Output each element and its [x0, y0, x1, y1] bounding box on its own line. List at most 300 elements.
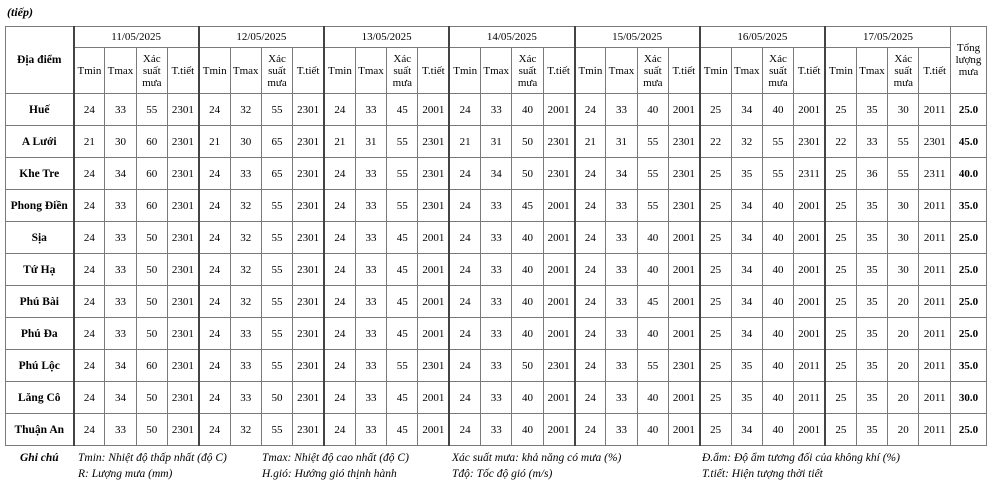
tmax-cell: 33: [355, 350, 386, 382]
tmin-cell: 25: [700, 190, 731, 222]
weather-code-cell: 2301: [418, 350, 449, 382]
weather-code-cell: 2301: [293, 286, 324, 318]
weather-code-cell: 2001: [668, 414, 699, 446]
total-rain-cell: 25.0: [951, 254, 987, 286]
weather-code-cell: 2301: [293, 126, 324, 158]
rain-probability-cell: 45: [387, 222, 418, 254]
weather-code-cell: 2011: [919, 350, 951, 382]
weather-code-cell: 2001: [418, 318, 449, 350]
tmin-header: Tmin: [700, 48, 731, 94]
weather-code-header: T.tiết: [543, 48, 574, 94]
weather-code-cell: 2001: [543, 382, 574, 414]
note-tmin: Tmin: Nhiệt độ thấp nhất (độ C): [78, 452, 227, 464]
rain-probability-cell: 40: [762, 254, 793, 286]
tmax-cell: 33: [481, 414, 512, 446]
rain-probability-cell: 40: [512, 94, 543, 126]
table-row: [6, 318, 987, 350]
weather-code-header: T.tiết: [919, 48, 951, 94]
rain-probability-cell: 55: [261, 254, 292, 286]
weather-code-cell: 2001: [794, 414, 825, 446]
rain-probability-cell: 40: [512, 286, 543, 318]
tmin-cell: 24: [74, 414, 105, 446]
rain-probability-cell: 40: [512, 254, 543, 286]
table-row: [6, 94, 987, 126]
total-rain-cell: 25.0: [951, 414, 987, 446]
date-header: 16/05/2025: [700, 27, 825, 48]
total-rain-cell: 40.0: [951, 158, 987, 190]
rain-probability-cell: 50: [512, 126, 543, 158]
weather-code-cell: 2001: [668, 286, 699, 318]
rain-probability-cell: 65: [261, 126, 292, 158]
tmax-cell: 33: [481, 286, 512, 318]
rain-probability-cell: 20: [888, 414, 919, 446]
tmax-header: Tmax: [230, 48, 261, 94]
tmin-cell: 25: [825, 254, 856, 286]
weather-code-cell: 2301: [794, 126, 825, 158]
table-row: [6, 190, 987, 222]
rain-probability-cell: 55: [261, 318, 292, 350]
table-row: [6, 286, 987, 318]
table-row: [6, 382, 987, 414]
tmax-cell: 35: [731, 350, 762, 382]
tmax-cell: 33: [481, 190, 512, 222]
rain-probability-cell: 55: [762, 158, 793, 190]
total-rain-cell: 25.0: [951, 286, 987, 318]
rain-probability-cell: 40: [637, 94, 668, 126]
rain-probability-cell: 55: [637, 158, 668, 190]
rain-probability-cell: 50: [136, 254, 167, 286]
rain-probability-cell: 60: [136, 126, 167, 158]
tmin-cell: 24: [324, 254, 355, 286]
rain-probability-cell: 60: [136, 158, 167, 190]
weather-code-cell: 2301: [543, 350, 574, 382]
rain-probability-cell: 20: [888, 286, 919, 318]
tmax-cell: 32: [230, 94, 261, 126]
tmin-cell: 24: [74, 318, 105, 350]
rain-probability-cell: 50: [512, 350, 543, 382]
tmax-header: Tmax: [731, 48, 762, 94]
tmax-cell: 34: [731, 254, 762, 286]
tmax-cell: 34: [731, 414, 762, 446]
weather-code-cell: 2001: [668, 254, 699, 286]
tmax-cell: 33: [606, 350, 637, 382]
weather-code-cell: 2301: [543, 126, 574, 158]
tmin-cell: 24: [74, 158, 105, 190]
weather-code-cell: 2001: [543, 318, 574, 350]
tmin-cell: 21: [575, 126, 606, 158]
tmax-cell: 33: [481, 382, 512, 414]
tmax-cell: 35: [856, 382, 887, 414]
tmin-cell: 24: [199, 382, 230, 414]
note-wind-direction: H.gió: Hướng gió thịnh hành: [262, 468, 397, 480]
tmax-cell: 35: [856, 286, 887, 318]
weather-code-cell: 2301: [293, 382, 324, 414]
table-row: [6, 126, 987, 158]
tmin-cell: 24: [449, 382, 480, 414]
tmin-cell: 25: [825, 190, 856, 222]
tmin-cell: 25: [700, 222, 731, 254]
weather-code-cell: 2301: [167, 190, 198, 222]
total-rain-cell: 35.0: [951, 190, 987, 222]
weather-code-cell: 2301: [418, 190, 449, 222]
weather-code-cell: 2301: [293, 318, 324, 350]
total-rain-cell: 25.0: [951, 94, 987, 126]
tmax-cell: 31: [606, 126, 637, 158]
rain-probability-cell: 30: [888, 190, 919, 222]
tmax-cell: 32: [230, 286, 261, 318]
rain-probability-cell: 20: [888, 350, 919, 382]
tmin-cell: 25: [700, 158, 731, 190]
total-rain-header: Tổng lượng mưa: [951, 27, 987, 94]
rain-probability-header: Xác suất mưa: [512, 48, 543, 94]
tmax-cell: 33: [355, 222, 386, 254]
weather-code-cell: 2001: [418, 94, 449, 126]
tmin-cell: 24: [324, 158, 355, 190]
tmin-cell: 24: [199, 414, 230, 446]
rain-probability-cell: 55: [637, 350, 668, 382]
weather-code-cell: 2011: [919, 382, 951, 414]
weather-code-cell: 2011: [919, 286, 951, 318]
tmax-cell: 33: [355, 318, 386, 350]
tmax-cell: 33: [481, 94, 512, 126]
tmax-cell: 33: [355, 190, 386, 222]
weather-code-cell: 2001: [794, 286, 825, 318]
weather-code-cell: 2001: [794, 222, 825, 254]
tmax-cell: 35: [731, 382, 762, 414]
tmax-cell: 33: [481, 222, 512, 254]
tmax-cell: 34: [606, 158, 637, 190]
weather-code-cell: 2001: [418, 414, 449, 446]
tmax-cell: 33: [606, 318, 637, 350]
tmax-cell: 33: [606, 382, 637, 414]
header-date-row: [6, 27, 987, 48]
tmax-cell: 35: [856, 94, 887, 126]
note-tmax: Tmax: Nhiệt độ cao nhất (độ C): [262, 452, 409, 464]
rain-probability-header: Xác suất mưa: [387, 48, 418, 94]
weather-code-cell: 2301: [543, 158, 574, 190]
rain-probability-cell: 45: [387, 94, 418, 126]
rain-probability-cell: 45: [512, 190, 543, 222]
rain-probability-cell: 40: [762, 190, 793, 222]
tmax-cell: 34: [731, 222, 762, 254]
weather-forecast-table: [5, 26, 987, 446]
weather-code-header: T.tiết: [418, 48, 449, 94]
tmin-cell: 24: [199, 318, 230, 350]
tmin-cell: 24: [74, 222, 105, 254]
tmax-cell: 33: [355, 286, 386, 318]
weather-code-cell: 2011: [919, 190, 951, 222]
weather-code-cell: 2011: [794, 350, 825, 382]
tmin-cell: 24: [449, 222, 480, 254]
tmax-cell: 30: [230, 126, 261, 158]
weather-code-cell: 2301: [293, 158, 324, 190]
header-sub-row: [6, 48, 987, 94]
tmin-cell: 24: [199, 190, 230, 222]
tmin-cell: 24: [575, 254, 606, 286]
rain-probability-cell: 40: [762, 94, 793, 126]
tmax-cell: 33: [481, 318, 512, 350]
table-row: [6, 350, 987, 382]
tmax-cell: 30: [105, 126, 136, 158]
tmax-cell: 32: [230, 414, 261, 446]
tmin-cell: 24: [199, 158, 230, 190]
tmin-cell: 24: [199, 94, 230, 126]
date-header: 12/05/2025: [199, 27, 324, 48]
tmax-cell: 31: [355, 126, 386, 158]
weather-code-cell: 2301: [668, 350, 699, 382]
rain-probability-cell: 60: [136, 190, 167, 222]
tmin-header: Tmin: [199, 48, 230, 94]
tmin-cell: 24: [449, 158, 480, 190]
tmax-cell: 33: [481, 254, 512, 286]
tmin-cell: 25: [825, 382, 856, 414]
rain-probability-cell: 30: [888, 94, 919, 126]
rain-probability-cell: 55: [261, 190, 292, 222]
weather-code-cell: 2011: [794, 382, 825, 414]
tmin-cell: 25: [825, 222, 856, 254]
tmin-cell: 24: [324, 318, 355, 350]
rain-probability-cell: 40: [762, 350, 793, 382]
weather-code-header: T.tiết: [794, 48, 825, 94]
tmax-cell: 33: [105, 254, 136, 286]
location-header: Địa điểm: [6, 27, 74, 94]
rain-probability-cell: 30: [888, 254, 919, 286]
weather-code-cell: 2001: [543, 222, 574, 254]
tmax-cell: 35: [856, 222, 887, 254]
rain-probability-cell: 55: [261, 414, 292, 446]
weather-code-cell: 2001: [543, 286, 574, 318]
rain-probability-cell: 40: [762, 318, 793, 350]
date-header: 15/05/2025: [575, 27, 700, 48]
tmin-cell: 21: [449, 126, 480, 158]
weather-code-cell: 2301: [167, 254, 198, 286]
tmax-cell: 34: [731, 94, 762, 126]
tmin-header: Tmin: [324, 48, 355, 94]
tmin-cell: 25: [700, 414, 731, 446]
tmax-cell: 33: [355, 254, 386, 286]
tmin-cell: 25: [700, 286, 731, 318]
rain-probability-cell: 45: [387, 414, 418, 446]
rain-probability-cell: 55: [387, 350, 418, 382]
weather-code-cell: 2001: [668, 222, 699, 254]
weather-code-cell: 2011: [919, 318, 951, 350]
tmin-cell: 24: [324, 286, 355, 318]
weather-code-header: T.tiết: [668, 48, 699, 94]
tmax-cell: 34: [731, 286, 762, 318]
weather-code-cell: 2001: [543, 254, 574, 286]
tmin-cell: 25: [700, 254, 731, 286]
tmax-header: Tmax: [105, 48, 136, 94]
tmin-cell: 24: [199, 222, 230, 254]
rain-probability-cell: 60: [136, 350, 167, 382]
tmax-cell: 32: [230, 254, 261, 286]
rain-probability-cell: 55: [387, 126, 418, 158]
rain-probability-cell: 20: [888, 318, 919, 350]
tmax-cell: 34: [105, 382, 136, 414]
tmin-cell: 25: [825, 414, 856, 446]
rain-probability-cell: 40: [512, 382, 543, 414]
rain-probability-cell: 55: [261, 94, 292, 126]
total-rain-cell: 25.0: [951, 318, 987, 350]
tmin-cell: 24: [449, 254, 480, 286]
total-rain-cell: 45.0: [951, 126, 987, 158]
rain-probability-cell: 30: [888, 222, 919, 254]
location-cell: Lăng Cô: [6, 382, 74, 414]
weather-code-cell: 2011: [919, 94, 951, 126]
tmax-cell: 36: [856, 158, 887, 190]
note-rain-probability: Xác suất mưa: khả năng có mưa (%): [452, 452, 622, 464]
table-row: [6, 254, 987, 286]
rain-probability-cell: 40: [637, 382, 668, 414]
weather-code-cell: 2301: [418, 126, 449, 158]
rain-probability-cell: 55: [637, 126, 668, 158]
weather-code-cell: 2001: [794, 94, 825, 126]
rain-probability-header: Xác suất mưa: [762, 48, 793, 94]
rain-probability-cell: 50: [512, 158, 543, 190]
tmin-cell: 24: [575, 222, 606, 254]
tmax-cell: 33: [105, 222, 136, 254]
weather-code-cell: 2301: [668, 126, 699, 158]
weather-code-cell: 2301: [167, 414, 198, 446]
tmax-cell: 32: [731, 126, 762, 158]
rain-probability-header: Xác suất mưa: [261, 48, 292, 94]
weather-code-cell: 2001: [543, 190, 574, 222]
weather-code-cell: 2301: [167, 158, 198, 190]
total-rain-cell: 35.0: [951, 350, 987, 382]
rain-probability-cell: 40: [512, 414, 543, 446]
weather-code-cell: 2301: [919, 126, 951, 158]
tmin-cell: 21: [74, 126, 105, 158]
rain-probability-cell: 50: [136, 382, 167, 414]
rain-probability-cell: 50: [136, 286, 167, 318]
rain-probability-cell: 40: [637, 254, 668, 286]
tmax-cell: 33: [105, 414, 136, 446]
weather-code-cell: 2001: [543, 94, 574, 126]
tmin-header: Tmin: [575, 48, 606, 94]
weather-code-cell: 2301: [293, 190, 324, 222]
rain-probability-cell: 40: [637, 222, 668, 254]
rain-probability-cell: 65: [261, 158, 292, 190]
weather-code-cell: 2301: [293, 254, 324, 286]
tmin-cell: 24: [324, 350, 355, 382]
tmin-cell: 24: [575, 190, 606, 222]
rain-probability-cell: 45: [387, 318, 418, 350]
tmin-cell: 24: [324, 222, 355, 254]
tmax-cell: 32: [230, 222, 261, 254]
tmax-cell: 33: [105, 94, 136, 126]
rain-probability-header: Xác suất mưa: [637, 48, 668, 94]
tmax-cell: 33: [105, 190, 136, 222]
tmax-header: Tmax: [355, 48, 386, 94]
weather-code-cell: 2301: [167, 286, 198, 318]
location-cell: Phú Bài: [6, 286, 74, 318]
tmin-cell: 25: [700, 350, 731, 382]
tmax-cell: 33: [355, 382, 386, 414]
tmin-cell: 24: [74, 190, 105, 222]
rain-probability-cell: 40: [637, 318, 668, 350]
tmax-cell: 35: [856, 350, 887, 382]
rain-probability-cell: 50: [136, 222, 167, 254]
weather-code-cell: 2001: [794, 190, 825, 222]
rain-probability-cell: 40: [512, 222, 543, 254]
tmin-cell: 24: [324, 94, 355, 126]
tmin-cell: 24: [324, 382, 355, 414]
tmin-header: Tmin: [449, 48, 480, 94]
weather-code-cell: 2301: [167, 318, 198, 350]
tmin-cell: 24: [449, 94, 480, 126]
tmax-cell: 34: [105, 350, 136, 382]
tmax-cell: 33: [606, 94, 637, 126]
weather-code-cell: 2311: [794, 158, 825, 190]
rain-probability-cell: 40: [762, 414, 793, 446]
rain-probability-cell: 55: [387, 190, 418, 222]
tmin-cell: 25: [700, 94, 731, 126]
rain-probability-cell: 55: [261, 350, 292, 382]
location-cell: Tứ Hạ: [6, 254, 74, 286]
rain-probability-header: Xác suất mưa: [136, 48, 167, 94]
location-cell: Huế: [6, 94, 74, 126]
rain-probability-cell: 50: [136, 318, 167, 350]
tmax-cell: 31: [481, 126, 512, 158]
weather-code-cell: 2001: [668, 318, 699, 350]
rain-probability-cell: 50: [136, 414, 167, 446]
weather-code-cell: 2001: [418, 286, 449, 318]
tmax-cell: 35: [731, 158, 762, 190]
rain-probability-cell: 55: [261, 222, 292, 254]
tmin-cell: 24: [74, 254, 105, 286]
total-rain-cell: 30.0: [951, 382, 987, 414]
rain-probability-cell: 55: [387, 158, 418, 190]
tmax-cell: 32: [230, 190, 261, 222]
weather-code-cell: 2311: [919, 158, 951, 190]
tmax-cell: 35: [856, 414, 887, 446]
tmax-cell: 33: [606, 190, 637, 222]
tmin-cell: 24: [575, 382, 606, 414]
weather-code-cell: 2301: [167, 94, 198, 126]
note-humidity: Đ.ẩm: Độ ẩm tương đối của không khí (%): [702, 452, 900, 464]
weather-code-cell: 2301: [293, 414, 324, 446]
tmin-header: Tmin: [74, 48, 105, 94]
location-cell: Thuận An: [6, 414, 74, 446]
rain-probability-cell: 40: [762, 382, 793, 414]
table-caption: (tiếp): [7, 5, 33, 19]
rain-probability-cell: 45: [387, 382, 418, 414]
weather-code-cell: 2011: [919, 414, 951, 446]
rain-probability-cell: 40: [762, 286, 793, 318]
rain-probability-cell: 45: [387, 286, 418, 318]
rain-probability-cell: 20: [888, 382, 919, 414]
location-cell: A Lưới: [6, 126, 74, 158]
total-rain-cell: 25.0: [951, 222, 987, 254]
notes-label: Ghi chú: [20, 452, 59, 464]
tmax-cell: 34: [105, 158, 136, 190]
tmax-cell: 35: [856, 318, 887, 350]
weather-code-cell: 2301: [668, 158, 699, 190]
tmin-cell: 24: [449, 286, 480, 318]
tmin-cell: 25: [825, 94, 856, 126]
rain-probability-cell: 40: [637, 414, 668, 446]
rain-probability-cell: 55: [637, 190, 668, 222]
location-cell: Phú Lộc: [6, 350, 74, 382]
date-header: 11/05/2025: [74, 27, 199, 48]
tmin-cell: 24: [74, 350, 105, 382]
rain-probability-cell: 55: [888, 126, 919, 158]
tmax-cell: 35: [856, 254, 887, 286]
tmin-cell: 24: [74, 382, 105, 414]
weather-code-cell: 2001: [418, 382, 449, 414]
tmin-cell: 24: [199, 350, 230, 382]
date-header: 13/05/2025: [324, 27, 449, 48]
